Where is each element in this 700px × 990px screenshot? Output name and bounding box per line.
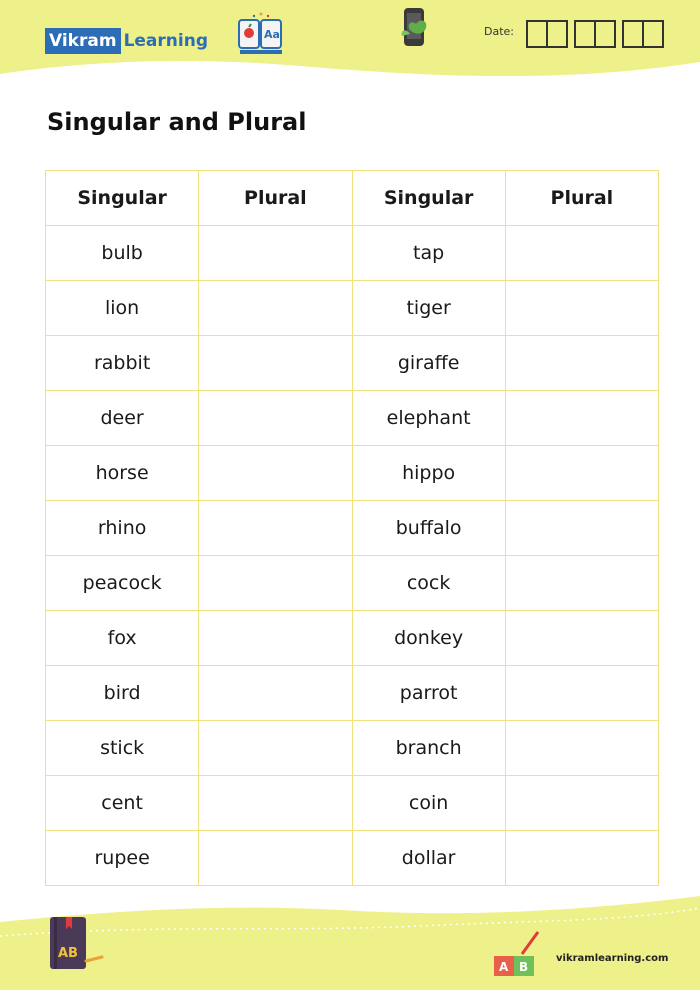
plural-answer-cell[interactable]: [199, 556, 352, 611]
singular-word: giraffe: [352, 336, 505, 391]
singular-word: hippo: [352, 446, 505, 501]
plural-answer-cell[interactable]: [505, 336, 658, 391]
singular-word: bird: [46, 666, 199, 721]
singular-word: elephant: [352, 391, 505, 446]
singular-word: dollar: [352, 831, 505, 886]
date-box[interactable]: [574, 20, 596, 48]
column-header: Singular: [352, 171, 505, 226]
singular-word: donkey: [352, 611, 505, 666]
block-letter-a: A: [499, 960, 509, 974]
ab-blocks-icon: [492, 928, 542, 980]
singular-word: cock: [352, 556, 505, 611]
table-row: [46, 831, 659, 886]
table-row: [46, 226, 659, 281]
singular-word: rabbit: [46, 336, 199, 391]
table-row: [46, 391, 659, 446]
plural-answer-cell[interactable]: [505, 391, 658, 446]
singular-word: branch: [352, 721, 505, 776]
book-icon-text: Aa: [264, 28, 280, 41]
singular-word: buffalo: [352, 501, 505, 556]
singular-word: rupee: [46, 831, 199, 886]
table-row: [46, 336, 659, 391]
table-row: [46, 776, 659, 831]
singular-word: tiger: [352, 281, 505, 336]
singular-word: deer: [46, 391, 199, 446]
date-year-group[interactable]: [622, 20, 664, 48]
date-box[interactable]: [526, 20, 548, 48]
singular-word: cent: [46, 776, 199, 831]
table-row: [46, 446, 659, 501]
table-row: [46, 281, 659, 336]
table-row: [46, 556, 659, 611]
plural-answer-cell[interactable]: [505, 831, 658, 886]
phone-plant-icon: [396, 6, 436, 50]
plural-answer-cell[interactable]: [505, 226, 658, 281]
plural-answer-cell[interactable]: [505, 281, 658, 336]
website-label: vikramlearning.com: [556, 953, 669, 964]
worksheet-title: Singular and Plural: [47, 108, 307, 136]
date-day-group[interactable]: [526, 20, 568, 48]
plural-answer-cell[interactable]: [199, 226, 352, 281]
plural-answer-cell[interactable]: [505, 446, 658, 501]
table-row: [46, 666, 659, 721]
plural-answer-cell[interactable]: [199, 666, 352, 721]
block-letter-b: B: [519, 960, 529, 974]
vikram-learning-logo: Vikram Learning: [45, 28, 211, 54]
singular-word: bulb: [46, 226, 199, 281]
plural-answer-cell[interactable]: [505, 666, 658, 721]
abc-book-icon: [46, 913, 106, 975]
plural-answer-cell[interactable]: [505, 721, 658, 776]
plural-answer-cell[interactable]: [199, 831, 352, 886]
plural-answer-cell[interactable]: [199, 501, 352, 556]
singular-plural-table: [45, 170, 659, 886]
plural-answer-cell[interactable]: [505, 611, 658, 666]
book-letters: AB: [58, 946, 78, 961]
date-box[interactable]: [622, 20, 644, 48]
book-apple-icon: [234, 10, 288, 60]
date-box[interactable]: [642, 20, 664, 48]
date-month-group[interactable]: [574, 20, 616, 48]
plural-answer-cell[interactable]: [199, 281, 352, 336]
plural-answer-cell[interactable]: [199, 776, 352, 831]
singular-word: horse: [46, 446, 199, 501]
singular-word: rhino: [46, 501, 199, 556]
table-row: [46, 611, 659, 666]
table-header-row: [46, 171, 659, 226]
column-header: Plural: [199, 171, 352, 226]
date-box[interactable]: [594, 20, 616, 48]
date-label: Date:: [484, 25, 514, 38]
date-input-boxes[interactable]: [526, 20, 664, 48]
date-box[interactable]: [546, 20, 568, 48]
plural-answer-cell[interactable]: [199, 336, 352, 391]
column-header: Singular: [46, 171, 199, 226]
singular-word: tap: [352, 226, 505, 281]
singular-word: parrot: [352, 666, 505, 721]
plural-answer-cell[interactable]: [505, 556, 658, 611]
singular-word: peacock: [46, 556, 199, 611]
table-row: [46, 501, 659, 556]
singular-word: fox: [46, 611, 199, 666]
plural-answer-cell[interactable]: [199, 391, 352, 446]
plural-answer-cell[interactable]: [199, 611, 352, 666]
plural-answer-cell[interactable]: [199, 721, 352, 776]
table-row: [46, 721, 659, 776]
plural-answer-cell[interactable]: [505, 776, 658, 831]
column-header: Plural: [505, 171, 658, 226]
singular-word: stick: [46, 721, 199, 776]
singular-word: coin: [352, 776, 505, 831]
plural-answer-cell[interactable]: [199, 446, 352, 501]
plural-answer-cell[interactable]: [505, 501, 658, 556]
singular-word: lion: [46, 281, 199, 336]
